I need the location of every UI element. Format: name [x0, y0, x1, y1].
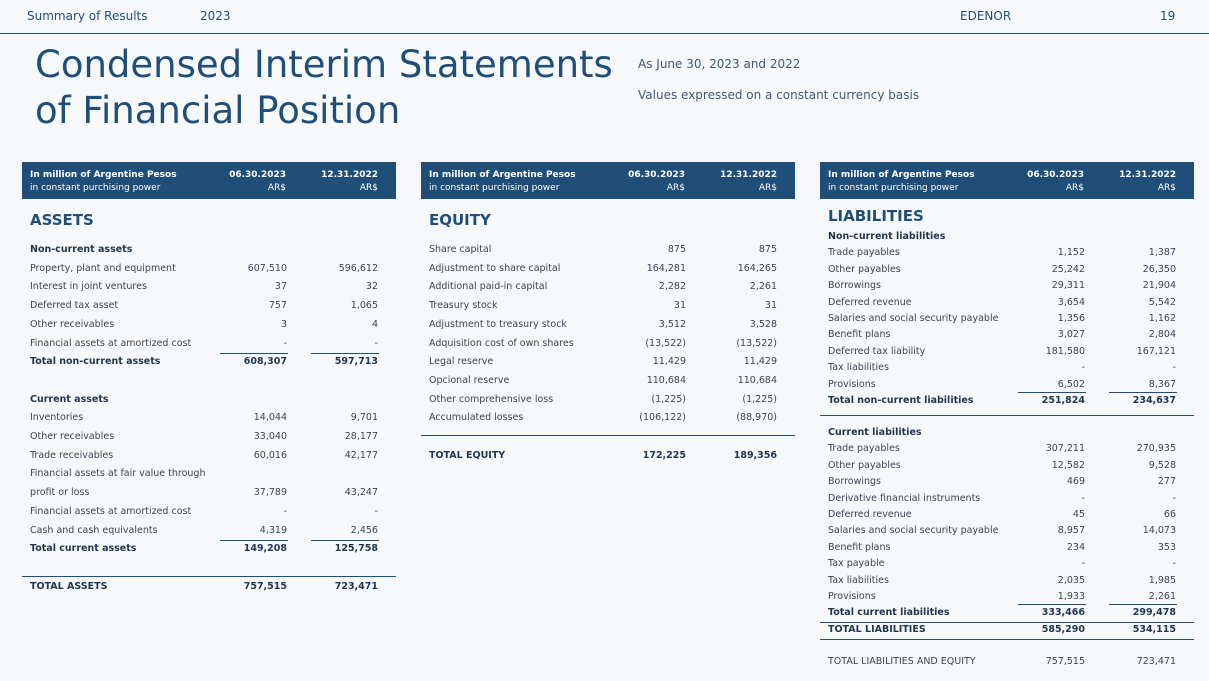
row-value-2022: 1,065 [350, 300, 378, 312]
row-value-2023: 37 [274, 281, 287, 293]
header-col2-currency: AR$ [1157, 183, 1176, 193]
subheading-label: Current liabilities [828, 427, 922, 438]
row-label: Trade payables [828, 443, 900, 455]
row-value-2022: 1,387 [1148, 247, 1176, 259]
row-label: Total non-current assets [30, 356, 161, 368]
row-value-2022: 110,684 [737, 374, 777, 386]
table-row [22, 466, 396, 482]
row-label: Opcional reserve [429, 374, 510, 386]
total-row [820, 605, 1194, 621]
row-value-2023: 149,208 [243, 543, 287, 555]
subtitle-date: As June 30, 2023 and 2022 [638, 57, 801, 71]
row-value-2022: 43,247 [344, 487, 378, 499]
row-value-2023: 585,290 [1041, 624, 1085, 635]
liabilities-table [820, 162, 1194, 667]
row-value-2022: 353 [1157, 541, 1176, 553]
table-row [22, 261, 396, 277]
total-row [22, 541, 396, 557]
row-value-2022: - [374, 337, 378, 349]
table-row [820, 441, 1194, 457]
row-label: Other receivables [30, 318, 115, 330]
row-label: Trade payables [828, 247, 900, 259]
row-value-2023: 1,152 [1057, 247, 1085, 259]
table-row [820, 262, 1194, 278]
page-title: Condensed Interim Statements of Financial Position [35, 43, 613, 132]
table-row [820, 360, 1194, 376]
row-value-2023: 60,016 [253, 449, 287, 461]
row-value-2023: 164,281 [646, 262, 686, 274]
row-value-2022: 5,542 [1148, 296, 1176, 308]
row-value-2023: 875 [667, 244, 686, 255]
table-row [820, 344, 1194, 360]
row-value-2022: 1,985 [1148, 574, 1176, 586]
row-label: Tax payable [828, 558, 885, 570]
row-value-2023: 6,502 [1057, 378, 1085, 390]
table-row [421, 242, 795, 258]
row-value-2023: 251,824 [1041, 395, 1085, 406]
table-row [421, 317, 795, 333]
current-assets-heading [22, 392, 396, 408]
row-value-2022: 167,121 [1136, 345, 1176, 357]
row-label: Property, plant and equipment [30, 262, 176, 274]
table-header [820, 162, 1194, 199]
year-label: 2023 [200, 9, 231, 23]
top-bar [0, 0, 1209, 34]
total-row [820, 393, 1194, 409]
header-col1-currency: AR$ [666, 183, 685, 193]
header-col2-date: 12.31.2022 [321, 170, 378, 180]
table-row [820, 278, 1194, 294]
row-value-2022: 2,261 [749, 281, 777, 293]
header-col1-date: 06.30.2023 [229, 170, 286, 180]
row-value-2023: 757 [268, 300, 287, 312]
row-label: TOTAL LIABILITIES AND EQUITY [828, 656, 976, 667]
row-value-2023: (13,522) [645, 337, 686, 349]
row-value-2022: 42,177 [344, 449, 378, 461]
header-col1-date: 06.30.2023 [628, 170, 685, 180]
row-label: Financial assets at amortized cost [30, 337, 192, 349]
row-label: Other payables [828, 459, 901, 471]
row-value-2023: 45 [1072, 509, 1085, 520]
row-value-2023: 757,515 [1045, 656, 1085, 667]
table-row [22, 279, 396, 295]
header-col2-date: 12.31.2022 [1119, 170, 1176, 180]
row-label: Financial assets at amortized cost [30, 505, 192, 517]
row-value-2022: 270,935 [1136, 443, 1176, 455]
row-value-2022: 28,177 [344, 431, 378, 442]
row-value-2022: 32 [365, 281, 378, 293]
row-label: Inventories [30, 412, 84, 424]
header-unit-label: In million of Argentine Pesos [30, 170, 177, 180]
table-row [421, 392, 795, 408]
header-col1-currency: AR$ [1065, 183, 1084, 193]
row-label: Borrowings [828, 280, 881, 292]
row-label: TOTAL LIABILITIES [828, 624, 926, 635]
divider-line [820, 639, 1194, 640]
row-value-2023: 3,512 [658, 318, 686, 330]
row-value-2022: 11,429 [743, 356, 777, 368]
table-row [421, 279, 795, 295]
noncurrent-assets-heading [22, 242, 396, 258]
row-value-2022: 2,804 [1148, 329, 1176, 341]
row-label: Legal reserve [429, 356, 494, 368]
company-label: EDENOR [960, 9, 1012, 23]
row-value-2023: 25,242 [1051, 263, 1085, 275]
assets-heading: ASSETS [30, 211, 94, 229]
row-value-2023: 608,307 [243, 356, 287, 368]
row-label: Adjustment to share capital [429, 262, 561, 274]
row-value-2023: 3,027 [1057, 329, 1085, 341]
row-value-2023: 11,429 [652, 356, 686, 368]
equity-table [421, 162, 795, 461]
row-value-2023: 4,319 [259, 524, 287, 536]
row-label: TOTAL ASSETS [30, 581, 108, 592]
row-value-2022: (88,970) [736, 412, 777, 424]
table-row [421, 336, 795, 352]
subheading-label: Current assets [30, 393, 109, 405]
row-label: Adjustment to treasury stock [429, 318, 567, 330]
row-value-2022: 66 [1163, 509, 1176, 520]
row-value-2023: 1,356 [1057, 313, 1085, 324]
row-value-2022: 723,471 [334, 581, 378, 592]
row-label: Treasury stock [429, 300, 498, 312]
row-label: Tax liabilities [828, 362, 889, 374]
row-label: Additional paid-in capital [429, 281, 548, 293]
row-value-2022: 596,612 [338, 262, 378, 274]
row-value-2022: 21,904 [1142, 280, 1176, 292]
row-value-2022: - [1172, 558, 1176, 570]
table-row [820, 589, 1194, 605]
row-label: Total current liabilities [828, 607, 950, 619]
equity-heading: EQUITY [429, 211, 491, 229]
row-value-2022: 9,701 [350, 412, 378, 424]
row-value-2022: 31 [764, 300, 777, 312]
row-value-2023: - [1081, 558, 1085, 570]
table-row [22, 298, 396, 314]
row-value-2023: 469 [1066, 476, 1085, 488]
row-value-2022: 125,758 [334, 543, 378, 555]
table-row [820, 523, 1194, 539]
row-label: Other comprehensive loss [429, 393, 554, 405]
row-value-2023: - [283, 505, 287, 517]
row-value-2022: 3,528 [749, 318, 777, 330]
header-basis-label: in constant purchising power [828, 183, 959, 193]
row-value-2023: 31 [673, 300, 686, 312]
row-value-2023: 607,510 [247, 262, 287, 274]
table-row [421, 354, 795, 370]
table-row [820, 556, 1194, 572]
row-label: Derivative financial instruments [828, 492, 981, 504]
divider-line [22, 576, 396, 577]
row-value-2023: 307,211 [1045, 443, 1085, 455]
row-value-2022: 1,162 [1148, 313, 1176, 324]
row-label: Total current assets [30, 543, 137, 555]
header-unit-label: In million of Argentine Pesos [429, 170, 576, 180]
row-value-2023: - [1081, 492, 1085, 504]
row-value-2022: 534,115 [1132, 624, 1176, 635]
table-row [421, 373, 795, 389]
section-label: Summary of Results [27, 9, 148, 23]
page-number: 19 [1160, 9, 1176, 23]
table-row [22, 410, 396, 426]
row-label: Adquisition cost of own shares [429, 337, 574, 349]
row-label: Benefit plans [828, 329, 891, 341]
row-value-2022: 299,478 [1132, 607, 1176, 619]
row-value-2022: 164,265 [737, 262, 777, 274]
noncurrent-liabilities-heading [820, 229, 1194, 245]
row-value-2022: 234,637 [1132, 395, 1176, 406]
row-value-2023: 110,684 [646, 374, 686, 386]
row-value-2023: 3 [280, 318, 287, 330]
row-label: Salaries and social security payable [828, 313, 999, 324]
header-col2-currency: AR$ [758, 183, 777, 193]
row-value-2023: 2,035 [1057, 574, 1085, 586]
row-value-2022: 26,350 [1142, 263, 1176, 275]
row-label: Share capital [429, 244, 492, 255]
row-value-2022: 2,261 [1148, 591, 1176, 602]
liabilities-heading: LIABILITIES [828, 207, 924, 225]
row-label: Other receivables [30, 431, 115, 442]
row-value-2023: 3,654 [1057, 296, 1085, 308]
row-label: Borrowings [828, 476, 881, 488]
row-value-2023: 1,933 [1057, 591, 1085, 602]
grand-total-row [820, 654, 1194, 670]
table-row [22, 485, 396, 501]
row-value-2022: 875 [758, 244, 777, 255]
row-label: Benefit plans [828, 541, 891, 553]
row-label: Deferred revenue [828, 296, 912, 308]
row-value-2022: 723,471 [1136, 656, 1176, 667]
table-row [820, 573, 1194, 589]
table-row [820, 491, 1194, 507]
row-value-2022: 189,356 [733, 450, 777, 461]
table-header [421, 162, 795, 199]
header-col2-date: 12.31.2022 [720, 170, 777, 180]
total-row [22, 354, 396, 370]
table-row [820, 458, 1194, 474]
table-row [421, 261, 795, 277]
row-value-2023: 29,311 [1051, 280, 1085, 292]
header-basis-label: in constant purchising power [30, 183, 161, 193]
table-header [22, 162, 396, 199]
row-value-2022: 4 [371, 318, 378, 330]
row-label: Deferred revenue [828, 509, 912, 520]
row-label: Other payables [828, 263, 901, 275]
row-label: Tax liabilities [828, 574, 889, 586]
row-value-2023: 757,515 [243, 581, 287, 592]
row-label: Deferred tax asset [30, 300, 119, 312]
row-value-2022: 597,713 [334, 356, 378, 368]
row-label: Interest in joint ventures [30, 281, 147, 293]
row-value-2023: 234 [1066, 541, 1085, 553]
row-label: Trade receivables [30, 449, 114, 461]
row-value-2023: 333,466 [1041, 607, 1085, 619]
row-value-2022: - [374, 505, 378, 517]
row-label: Cash and cash equivalents [30, 524, 158, 536]
row-value-2023: 14,044 [253, 412, 287, 424]
subtitle-basis: Values expressed on a constant currency basis [638, 88, 920, 102]
row-label: Salaries and social security payable [828, 525, 999, 537]
row-value-2022: 8,367 [1148, 378, 1176, 390]
row-label: profit or loss [30, 487, 90, 499]
header-col2-currency: AR$ [359, 183, 378, 193]
table-row [22, 504, 396, 520]
row-value-2023: 2,282 [658, 281, 686, 293]
row-value-2022: (13,522) [736, 337, 777, 349]
row-label: Financial assets at fair value through [30, 468, 206, 480]
row-value-2023: (1,225) [651, 393, 686, 405]
table-row [820, 474, 1194, 490]
table-row [820, 377, 1194, 393]
row-label: Total non-current liabilities [828, 395, 974, 406]
divider-line [820, 415, 1194, 416]
header-col1-date: 06.30.2023 [1027, 170, 1084, 180]
row-value-2022: - [1172, 492, 1176, 504]
row-value-2023: 172,225 [642, 450, 686, 461]
table-row [421, 298, 795, 314]
row-label: Provisions [828, 378, 876, 390]
row-value-2022: (1,225) [742, 393, 777, 405]
row-value-2022: - [1172, 362, 1176, 374]
table-row [22, 429, 396, 445]
row-value-2023: 12,582 [1051, 459, 1085, 471]
table-row [22, 523, 396, 539]
row-value-2022: 2,456 [350, 524, 378, 536]
row-label: Provisions [828, 591, 876, 602]
row-value-2022: 14,073 [1142, 525, 1176, 537]
table-row [22, 317, 396, 333]
row-value-2023: 8,957 [1057, 525, 1085, 537]
table-row [421, 410, 795, 426]
row-label: Accumulated losses [429, 412, 524, 424]
divider-line [421, 435, 795, 436]
subheading-label: Non-current assets [30, 244, 133, 255]
row-value-2023: 37,789 [253, 487, 287, 499]
row-value-2023: (106,122) [639, 412, 686, 424]
header-col1-currency: AR$ [267, 183, 286, 193]
table-row [820, 295, 1194, 311]
table-row [820, 327, 1194, 343]
grand-total-row [22, 579, 396, 595]
table-row [820, 245, 1194, 261]
table-row [820, 311, 1194, 327]
subheading-label: Non-current liabilities [828, 231, 946, 242]
table-row [22, 336, 396, 352]
row-label: Deferred tax liability [828, 345, 926, 357]
row-value-2022: 277 [1157, 476, 1176, 488]
header-unit-label: In million of Argentine Pesos [828, 170, 975, 180]
row-value-2023: - [1081, 362, 1085, 374]
grand-total-row [820, 622, 1194, 638]
header-basis-label: in constant purchising power [429, 183, 560, 193]
current-liabilities-heading [820, 425, 1194, 441]
table-row [22, 448, 396, 464]
table-row [820, 540, 1194, 556]
assets-table [22, 162, 396, 592]
row-label: TOTAL EQUITY [429, 450, 506, 461]
row-value-2023: - [283, 337, 287, 349]
row-value-2023: 181,580 [1045, 345, 1085, 357]
table-row [820, 507, 1194, 523]
row-value-2022: 9,528 [1148, 459, 1176, 471]
row-value-2023: 33,040 [253, 431, 287, 442]
grand-total-row [421, 448, 795, 464]
